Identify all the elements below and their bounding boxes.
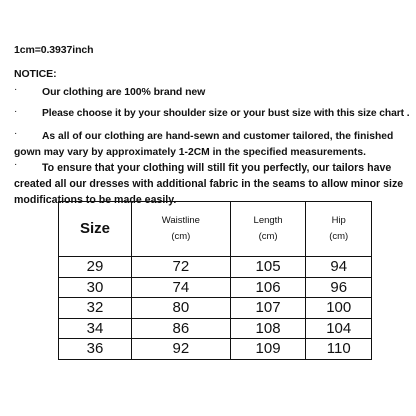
bullet-mark: · — [14, 159, 18, 170]
notice-line-4: To ensure that your clothing will still fit you perfectly, our tailors have created all our dresses with additional fabric in the seams to allow minor size modifications to be made easily. — [14, 162, 404, 206]
size-chart-table — [58, 201, 372, 360]
header-length: Length (cm) — [230, 202, 306, 257]
cell-hip: 104 — [306, 318, 372, 339]
bullet-mark: · — [14, 106, 18, 117]
cell-length: 106 — [230, 277, 306, 298]
cell-hip: 96 — [306, 277, 372, 298]
cell-length: 107 — [230, 298, 306, 319]
notice-line-3: As all of our clothing are hand-sewn and customer tailored, the finished gown may vary by approximately 1-2CM in the specified measurements. — [14, 131, 394, 158]
cell-length: 105 — [230, 257, 306, 278]
cell-size: 36 — [59, 339, 132, 360]
cell-waist: 74 — [132, 277, 231, 298]
header-size: Size — [59, 202, 132, 257]
cell-length: 108 — [230, 318, 306, 339]
cell-hip: 110 — [306, 339, 372, 360]
table-row — [59, 318, 372, 339]
notice-line-2: Please choose it by your shoulder size or your bust size with this size chart . — [42, 108, 410, 119]
table-header-row — [59, 202, 372, 257]
notice-heading: NOTICE: — [14, 68, 57, 80]
cell-size: 29 — [59, 257, 132, 278]
table-row — [59, 257, 372, 278]
header-waistline: Waistline (cm) — [132, 202, 231, 257]
notice-line-1: Our clothing are 100% brand new — [42, 86, 206, 98]
conversion-note: 1cm=0.3937inch — [14, 44, 94, 56]
cell-hip: 100 — [306, 298, 372, 319]
table-row — [59, 277, 372, 298]
cell-length: 109 — [230, 339, 306, 360]
header-hip: Hip (cm) — [306, 202, 372, 257]
cell-size: 30 — [59, 277, 132, 298]
cell-hip: 94 — [306, 257, 372, 278]
cell-size: 34 — [59, 318, 132, 339]
cell-size: 32 — [59, 298, 132, 319]
table-row — [59, 298, 372, 319]
cell-waist: 72 — [132, 257, 231, 278]
cell-waist: 92 — [132, 339, 231, 360]
table-row — [59, 339, 372, 360]
bullet-mark: · — [14, 128, 18, 139]
cell-waist: 80 — [132, 298, 231, 319]
bullet-mark: · — [14, 84, 18, 95]
cell-waist: 86 — [132, 318, 231, 339]
